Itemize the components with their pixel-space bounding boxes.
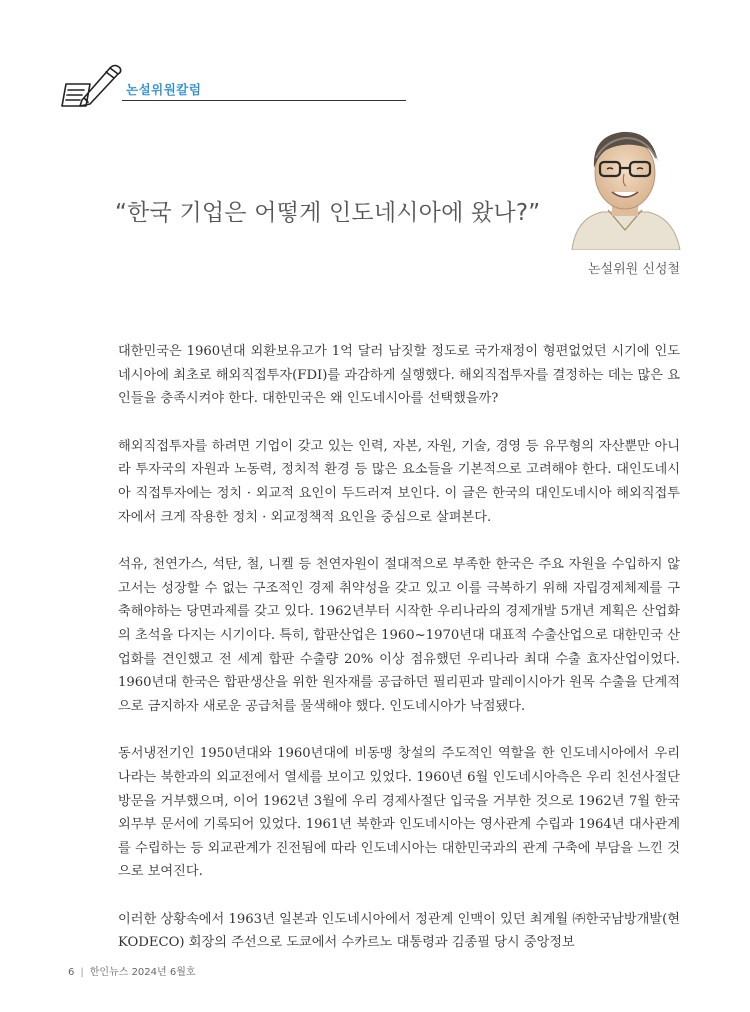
header-rule — [122, 100, 406, 101]
article-body — [118, 340, 680, 979]
publication-name: 한인뉴스 2024년 6월호 — [89, 967, 196, 978]
paragraph: 석유, 천연가스, 석탄, 철, 니켈 등 천연자원이 절대적으로 부족한 한국은 주요 자원을 수입하지 않고서는 성장할 수 없는 구조적인 경제 취약성을 갖고 있고 이를 극복하기 위해 자립경제체제를 구축해야하는 당면과제를 갖고 있다. 1962년부터 시작한 우리나라의 경제개발 5개년 계획은 산업화의 초석을 다지는 시기이다. 특히, 합판산업은 1960~1970년대 대표적 수출산업으로 대한민국 산업화를 견인했고 전 세계 합판 수출량 20% 이상 점유했던 우리나라 최대 수출 효자산업이었다. 1960년대 한국은 합판생산을 위한 원자재를 공급하던 필리핀과 말레이시아가 원목 수출을 단계적으로 금지하자 새로운 공급처를 물색해야 했다. 인도네시아가 낙점됐다. — [118, 557, 680, 714]
pen-writing-icon — [60, 62, 124, 108]
footer-separator: | — [80, 967, 84, 978]
article-title: “한국 기업은 어떻게 인도네시아에 왔나?” — [115, 200, 541, 226]
paragraph: 이러한 상황속에서 1963년 일본과 인도네시아에서 정관계 인맥이 있던 최계월 ㈜한국남방개발(현 KODECO) 회장의 주선으로 도쿄에서 수카르노 대통령과 김종필 당시 중앙정보 — [118, 911, 680, 951]
section-label: 논설위원칼럼 — [126, 82, 202, 97]
column-header — [60, 62, 350, 108]
author-byline: 논설위원 신성철 — [587, 262, 680, 277]
paragraph: 동서냉전기인 1950년대와 1960년대에 비동맹 창설의 주도적인 역할을 한 인도네시아에서 우리나라는 북한과의 외교전에서 열세를 보이고 있었다. 1960년 6월 인도네시아측은 우리 친선사절단 방문을 거부했으며, 이어 1962년 3월에 우리 경제사절단 입국을 거부한 것으로 1962년 7월 한국 외무부 문서에 기록되어 있었다. 1961년 북한과 인도네시아는 영사관계 수립과 1964년 대사관계를 수립하는 등 외교관계가 진전됨에 따라 인도네시아는 대한민국과의 관계 구축에 부담을 느낀 것으로 보여진다. — [118, 746, 680, 880]
paragraph: 해외직접투자를 하려면 기업이 갖고 있는 인력, 자본, 자원, 기술, 경영 등 유무형의 자산뿐만 아니라 투자국의 자원과 노동력, 정치적 환경 등 많은 요소들을 기본적으로 고려해야 한다. 대인도네시아 직접투자에는 정치 · 외교적 요인이 두드러져 보인다. 이 글은 한국의 대인도네시아 해외직접투자에서 크게 작용한 정치 · 외교정책적 요인을 중심으로 살펴본다. — [118, 438, 680, 525]
page-number: 6 — [68, 967, 75, 978]
paragraph: 대한민국은 1960년대 외환보유고가 1억 달러 남짓할 정도로 국가재정이 형편없었던 시기에 인도네시아에 최초로 해외직접투자(FDI)를 과감하게 실행했다. 해외직접투자를 결정하는 데는 많은 요인들을 충족시켜야 한다. 대한민국은 왜 인도네시아를 선택했을까? — [118, 344, 680, 407]
author-portrait — [562, 118, 688, 250]
page-footer — [68, 963, 196, 978]
